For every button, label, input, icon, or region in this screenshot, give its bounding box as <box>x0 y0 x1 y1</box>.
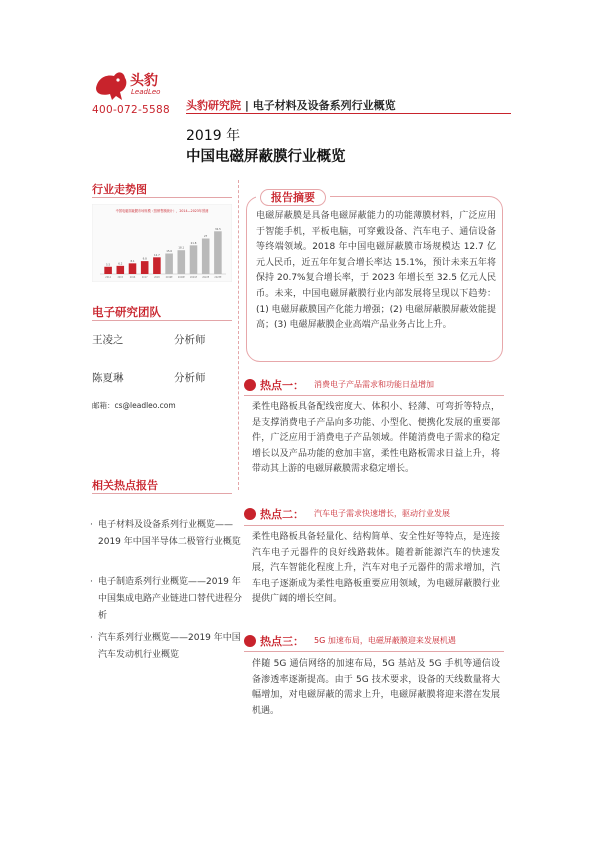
hotspot-3-text: 伴随 5G 通信网络的加速布局，5G 基站及 5G 手机等通信设备渗透率逐渐提高。由于 5G 技术要求，设备的天线数量将大幅增加，对电磁屏蔽的需求上升，电磁屏蔽膜将迎来潜在发展机遇。 <box>252 659 500 716</box>
bullet-icon: · <box>90 520 93 530</box>
chart-bar <box>165 253 173 274</box>
chart-data-label: 27 <box>204 235 208 239</box>
trend-chart-thumbnail <box>92 204 232 282</box>
bullet-icon: · <box>90 633 93 643</box>
chart-tick-label: 2014 <box>105 276 111 279</box>
contact-email[interactable]: 邮箱：cs@leadleo.com <box>92 401 176 410</box>
trend-rule <box>92 197 232 198</box>
institute-name: 头豹研究院 <box>186 99 241 112</box>
chart-bar <box>129 263 137 274</box>
related-report-title: 电子制造系列行业概览——2019 年中国集成电路产业链进口替代进程分析 <box>98 577 243 621</box>
chart-bar <box>214 231 222 274</box>
chart-bar <box>202 239 210 274</box>
chart-tick-label: 2018 <box>154 276 160 279</box>
report-year: 2019 年 <box>186 128 241 144</box>
chart-title: 中国电磁屏蔽膜市场规模（按销售额统计），2014—2023年预测 <box>115 209 209 213</box>
chart-tick-label: 2023E <box>214 276 222 279</box>
hotspot-2-text: 柔性电路板具备轻量化、结构简单、安全性好等特点，是连接汽车电子元器件的良好线路载体。随着新能源汽车的快速发展，汽车智能化程度上升，汽车对电子元器件的需求增加，汽车电子逐渐成为柔性电路板重要应用领域，为电磁屏蔽膜行业提供广阔的增长空间。 <box>252 532 500 604</box>
chart-data-label: 8.1 <box>130 259 135 263</box>
chart-tick-label: 2016 <box>129 276 136 279</box>
bullet-icon: · <box>90 577 93 587</box>
chart-tick-label: 2015 <box>117 276 124 279</box>
hotspot-dot-icon <box>244 379 256 391</box>
summary-label: 报告摘要 <box>260 189 326 206</box>
hotspot-1-text: 柔性电路板具备配线密度大、体积小、轻薄、可弯折等特点，是支撑消费电子产品向多功能、小型化、便携化发展的重要部件，广泛应用于消费电子产品领域。伴随消费电子需求的稳定增长以及产品功能的愈加丰富，柔性电路板需求日益上升，将带动其上游的电磁屏蔽膜需求稳定增长。 <box>252 402 500 474</box>
chart-tick-label: 2017 <box>141 276 148 279</box>
hotspot-description: 汽车电子需求快速增长，驱动行业发展 <box>314 509 450 518</box>
chart-data-label: 32.5 <box>215 227 221 231</box>
series-title <box>186 97 396 113</box>
column-divider <box>238 180 239 490</box>
brand-name: 头豹 <box>130 73 158 89</box>
chart-bar <box>190 245 198 274</box>
related-report-1[interactable] <box>90 517 246 551</box>
analyst-name-1: 王凌之 <box>92 334 124 346</box>
chart-bar <box>117 266 125 274</box>
header-rule <box>186 113 511 114</box>
hotspot-3-rule <box>244 651 504 652</box>
related-report-2[interactable] <box>90 574 246 625</box>
chart-tick-label: 2022E <box>202 276 210 279</box>
brand-latin: LeadLeo <box>131 88 161 96</box>
title-separator: | <box>241 99 253 112</box>
chart-tick-label: 2020E <box>177 276 185 279</box>
analyst-name-2: 陈夏琳 <box>92 372 124 384</box>
hotspot-2-heading <box>244 506 499 523</box>
report-title: 中国电磁屏蔽膜行业概览 <box>186 149 346 165</box>
chart-data-label: 5.5 <box>106 263 111 267</box>
hotspot-description: 消费电子产品需求和功能日益增加 <box>314 380 434 389</box>
related-heading: 相关热点报告 <box>92 479 158 492</box>
chart-bar <box>153 257 161 274</box>
chart-data-label: 9.8 <box>142 257 147 261</box>
hotspot-dot-icon <box>244 635 256 647</box>
leadleo-logo <box>92 66 172 106</box>
phone-number: 400-072-5588 <box>92 104 170 116</box>
chart-data-label: 6.2 <box>118 262 123 266</box>
team-rule <box>92 320 232 321</box>
trend-chart <box>92 204 232 282</box>
team-heading: 电子研究团队 <box>92 305 161 319</box>
related-report-title: 汽车系列行业概览——2019 年中国汽车发动机行业概览 <box>98 633 241 660</box>
chart-tick-label: 2019E <box>165 276 173 279</box>
chart-data-label: 18.1 <box>178 246 185 250</box>
chart-data-label: 21.8 <box>190 241 197 245</box>
chart-data-label: 12.7 <box>154 253 160 257</box>
hotspot-label: 热点二： <box>260 508 304 521</box>
hotspot-dot-icon <box>244 508 256 520</box>
analyst-role-2: 分析师 <box>174 372 206 384</box>
trend-heading: 行业走势图 <box>92 183 147 196</box>
hotspot-description: 5G 加速布局，电磁屏蔽膜迎来发展机遇 <box>314 636 456 645</box>
chart-tick-label: 2021E <box>190 276 197 279</box>
hotspot-2-rule <box>244 525 504 526</box>
related-rule <box>92 493 232 494</box>
hotspot-label: 热点三： <box>260 635 304 648</box>
series-name: 电子材料及设备系列行业概览 <box>252 99 396 112</box>
chart-bar <box>104 267 112 274</box>
summary-label-wrap <box>256 186 330 205</box>
chart-data-label: 15.6 <box>166 249 172 253</box>
related-report-3[interactable] <box>90 630 246 664</box>
summary-text: 电磁屏蔽膜是具备电磁屏蔽能力的功能薄膜材料，广泛应用于智能手机，平板电脑，可穿戴设备、汽车电子、通信设备等终端领域。2018 年中国电磁屏蔽膜市场规模达 12.7 亿元人民币，近五年年复合增长率达 15.1%，预计未来五年将保持 20.7%复合增长率，于 2023 年增长至 32.5 亿元人民币。未来，中国电磁屏蔽膜行业内部发展将呈现以下趋势：(1) 电磁屏蔽膜国产化能力增强；(2) 电磁屏蔽膜屏蔽效能提高；(3) 电磁屏蔽膜企业高端产品业务占比上升。 <box>256 211 496 331</box>
hotspot-1-rule <box>244 395 504 396</box>
analyst-role-1: 分析师 <box>174 334 206 346</box>
hotspot-3-heading <box>244 633 499 650</box>
hotspot-1-heading <box>244 377 499 394</box>
chart-bar <box>178 250 186 274</box>
hotspot-label: 热点一： <box>260 379 304 392</box>
chart-bar <box>141 261 149 274</box>
related-report-title: 电子材料及设备系列行业概览——2019 年中国半导体二极管行业概览 <box>98 520 241 547</box>
